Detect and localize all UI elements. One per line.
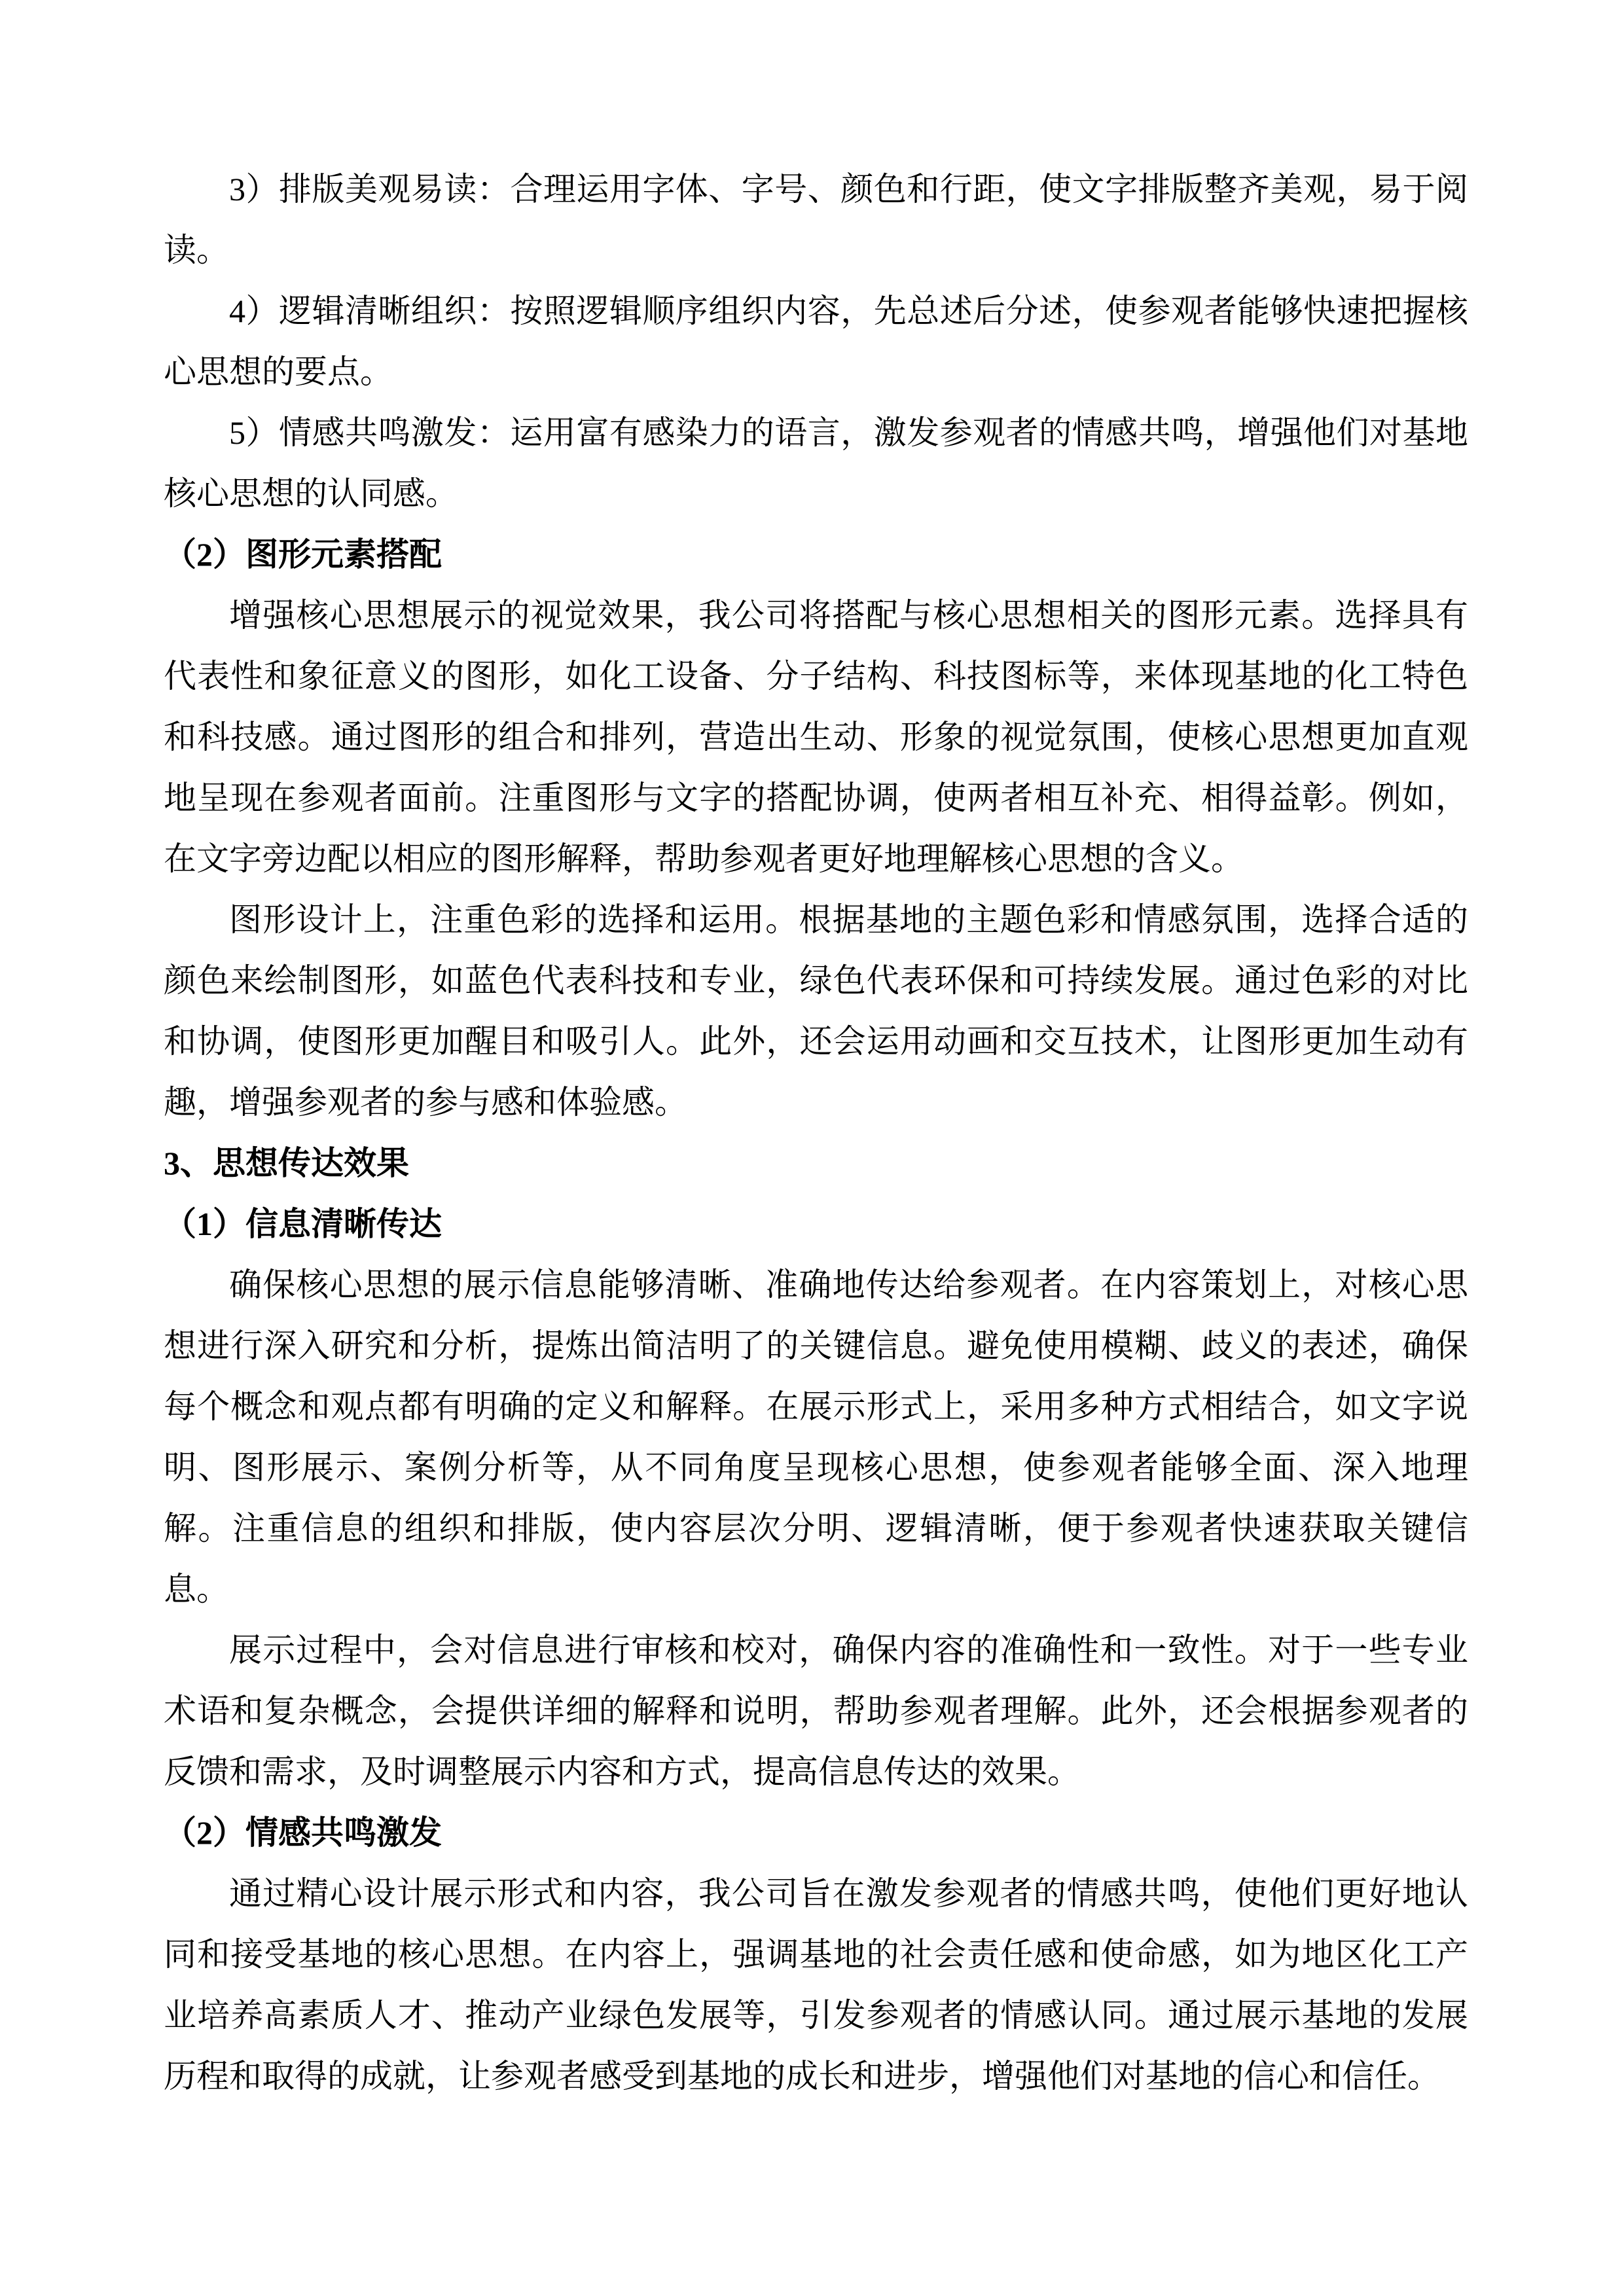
- list-item-logic: 4）逻辑清晰组织：按照逻辑顺序组织内容，先总述后分述，使参观者能够快速把握核心思想的要点。: [164, 293, 1468, 390]
- list-item-emotion: 5）情感共鸣激发：运用富有感染力的语言，激发参观者的情感共鸣，增强他们对基地核心思想的认同感。: [164, 414, 1468, 512]
- paragraph-clarity-2: 展示过程中，会对信息进行审核和校对，确保内容的准确性和一致性。对于一些专业术语和复杂概念，会提供详细的解释和说明，帮助参观者理解。此外，还会根据参观者的反馈和需求，及时调整展示内容和方式，提高信息传达的效果。: [164, 1632, 1468, 1790]
- paragraph-clarity-1: 确保核心思想的展示信息能够清晰、准确地传达给参观者。在内容策划上，对核心思想进行深入研究和分析，提炼出简洁明了的关键信息。避免使用模糊、歧义的表述，确保每个概念和观点都有明确的定义和解释。在展示形式上，采用多种方式相结合，如文字说明、图形展示、案例分析等，从不同角度呈现核心思想，使参观者能够全面、深入地理解。注重信息的组织和排版，使内容层次分明、逻辑清晰，便于参观者快速获取关键信息。: [164, 1266, 1468, 1607]
- section-heading-clarity: （1）信息清晰传达: [164, 1206, 442, 1242]
- section-heading-resonance: （2）情感共鸣激发: [164, 1814, 442, 1851]
- paragraph-resonance-1: 通过精心设计展示形式和内容，我公司旨在激发参观者的情感共鸣，使他们更好地认同和接受基地的核心思想。在内容上，强调基地的社会责任感和使命感，如为地区化工产业培养高素质人才、推动产业绿色发展等，引发参观者的情感认同。通过展示基地的发展历程和取得的成就，让参观者感受到基地的成长和进步，增强他们对基地的信心和信任。: [164, 1875, 1468, 2094]
- section-heading-graphics: （2）图形元素搭配: [164, 536, 442, 573]
- paragraph-graphics-1: 增强核心思想展示的视觉效果，我公司将搭配与核心思想相关的图形元素。选择具有代表性和象征意义的图形，如化工设备、分子结构、科技图标等，来体现基地的化工特色和科技感。通过图形的组合和排列，营造出生动、形象的视觉氛围，使核心思想更加直观地呈现在参观者面前。注重图形与文字的搭配协调，使两者相互补充、相得益彰。例如，在文字旁边配以相应的图形解释，帮助参观者更好地理解核心思想的含义。: [164, 597, 1468, 877]
- paragraph-graphics-2: 图形设计上，注重色彩的选择和运用。根据基地的主题色彩和情感氛围，选择合适的颜色来绘制图形，如蓝色代表科技和专业，绿色代表环保和可持续发展。通过色彩的对比和协调，使图形更加醒目和吸引人。此外，还会运用动画和交互技术，让图形更加生动有趣，增强参观者的参与感和体验感。: [164, 901, 1468, 1121]
- section-heading-effect: 3、思想传达效果: [164, 1145, 409, 1181]
- list-item-typography: 3）排版美观易读：合理运用字体、字号、颜色和行距，使文字排版整齐美观，易于阅读。: [164, 171, 1468, 268]
